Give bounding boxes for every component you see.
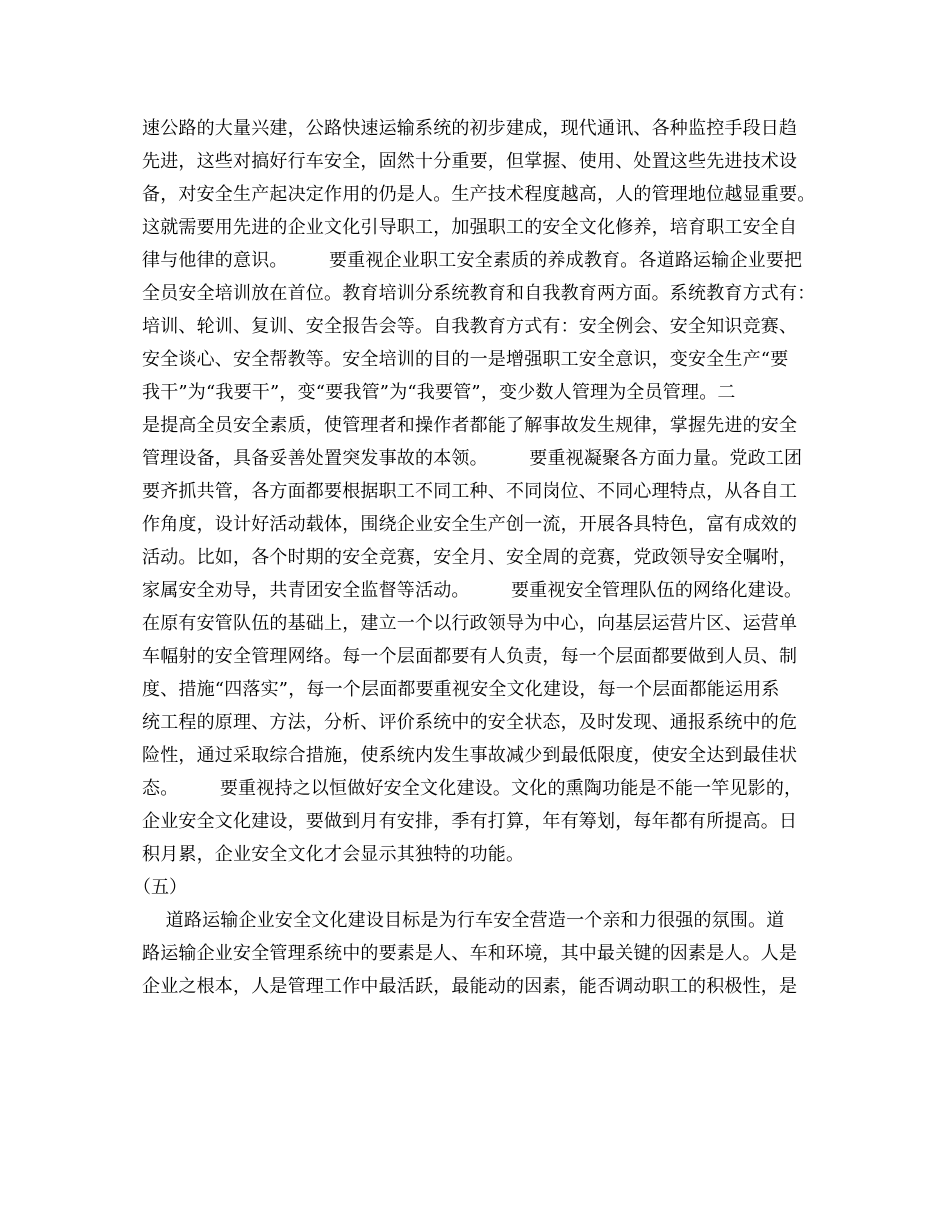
body-text-line: 先进，这些对搞好行车安全，固然十分重要，但掌握、使用、处置这些先进技术设 bbox=[142, 151, 798, 172]
body-text-line: 企业之根本，人是管理工作中最活跃，最能动的因素，能否调动职工的积极性，是 bbox=[142, 976, 798, 997]
body-text-line: 车幅射的安全管理网络。每一个层面都要有人负责，每一个层面都要做到人员、制 bbox=[142, 646, 798, 667]
body-text-line: 道路运输企业安全文化建设目标是为行车安全营造一个亲和力很强的氛围。道 bbox=[142, 910, 785, 931]
body-text-line: 态。 要重视持之以恒做好安全文化建设。文化的熏陶功能是不能一竿见影的， bbox=[142, 778, 803, 799]
body-text-line: 活动。比如，各个时期的安全竞赛，安全月、安全周的竞赛，党政领导安全嘱咐， bbox=[142, 547, 798, 568]
body-text-line: 积月累，企业安全文化才会显示其独特的功能。 bbox=[142, 844, 525, 865]
body-text-line: 管理设备，具备妥善处置突发事故的本领。 要重视凝聚各方面力量。党政工团 bbox=[142, 448, 803, 469]
body-text-line: 要齐抓共管，各方面都要根据职工不同工种、不同岗位、不同心理特点，从各自工 bbox=[142, 481, 798, 502]
body-text-line: 在原有安管队伍的基础上，建立一个以行政领导为中心，向基层运营片区、运营单 bbox=[142, 613, 798, 634]
body-text-line: 备，对安全生产起决定作用的仍是人。生产技术程度越高，人的管理地位越显重要。 bbox=[142, 184, 816, 205]
body-text-line: 我干”为“我要干”，变“要我管”为“我要管”，变少数人管理为全员管理。二 bbox=[142, 382, 736, 403]
body-text-line: 培训、轮训、复训、安全报告会等。自我教育方式有：安全例会、安全知识竞赛、 bbox=[142, 316, 798, 337]
body-text-line: 安全谈心、安全帮教等。安全培训的目的一是增强职工安全意识，变安全生产“要 bbox=[142, 349, 789, 370]
body-text-line: 是提高全员安全素质，使管理者和操作者都能了解事故发生规律，掌握先进的安全 bbox=[142, 415, 798, 436]
body-text-line: 作角度，设计好活动载体，围绕企业安全生产创一流，开展各具特色，富有成效的 bbox=[142, 514, 798, 535]
body-text-line: 全员安全培训放在首位。教育培训分系统教育和自我教育两方面。系统教育方式有： bbox=[142, 283, 816, 304]
body-text-line: 速公路的大量兴建，公路快速运输系统的初步建成，现代通讯、各种监控手段日趋 bbox=[142, 118, 798, 139]
body-text-line: 家属安全劝导，共青团安全监督等活动。 要重视安全管理队伍的网络化建设。 bbox=[142, 580, 803, 601]
section-heading: （五） bbox=[133, 877, 187, 898]
body-text-line: 企业安全文化建设，要做到月有安排，季有打算，年有筹划，每年都有所提高。日 bbox=[142, 811, 798, 832]
body-text-line: 险性，通过采取综合措施，使系统内发生事故减少到最低限度，使安全达到最佳状 bbox=[142, 745, 798, 766]
body-text-line: 这就需要用先进的企业文化引导职工，加强职工的安全文化修养，培育职工安全自 bbox=[142, 217, 798, 238]
body-text-line: 统工程的原理、方法，分析、评价系统中的安全状态，及时发现、通报系统中的危 bbox=[142, 712, 798, 733]
body-text-line: 度、措施“四落实”，每一个层面都要重视安全文化建设，每一个层面都能运用系 bbox=[142, 679, 780, 700]
body-text-line: 路运输企业安全管理系统中的要素是人、车和环境，其中最关键的因素是人。人是 bbox=[142, 943, 798, 964]
body-text-line: 律与他律的意识。 要重视企业职工安全素质的养成教育。各道路运输企业要把 bbox=[142, 250, 803, 271]
